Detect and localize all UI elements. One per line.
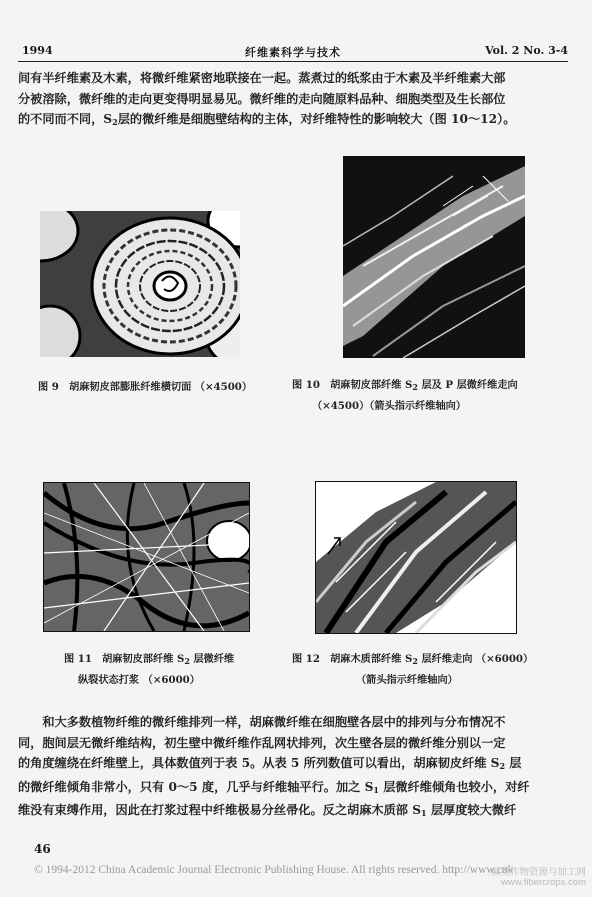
body-line: 同，胞间层无微纤维结构，初生壁中微纤维作乱网状排列，次生壁各层的微纤维分别以一定 bbox=[18, 735, 506, 750]
running-header bbox=[18, 44, 568, 62]
intro-paragraph bbox=[18, 68, 515, 133]
figure-11-caption: 图 11 胡麻韧皮部纤维 $S_2$ 层微纤维 纵裂状态打浆 （×6000） bbox=[64, 653, 235, 686]
body-line: 的微纤维倾角非常小，只有 0～5 度，几乎与纤维轴平行。加之 $S_1$ 层微纤维倾角也较小，对纤 bbox=[18, 779, 530, 795]
figure-9-caption: 图 9 胡麻韧皮部膨胀纤维横切面 （×4500） bbox=[38, 381, 253, 393]
copyright-footer: © 1994-2012 China Academic Journal Electronic Publishing House. All rights reserved. http://www.cnk bbox=[34, 864, 514, 876]
header-volume: Vol. 2 No. 3-4 bbox=[485, 44, 568, 57]
figure-10-micrograph bbox=[343, 156, 525, 358]
figure-10-caption: 图 10 胡麻韧皮部纤维 $S_2$ 层及 P 层微纤维走向 （×4500）（箭头指示纤维轴向） bbox=[292, 379, 518, 412]
body-line: 维没有束缚作用，因此在打浆过程中纤维极易分丝帚化。反之胡麻木质部 $S_1$ 层厚度较大微纤 bbox=[18, 803, 517, 818]
figure-11-micrograph bbox=[43, 482, 250, 632]
watermark-chinese: 麻类作物资源与加工网 bbox=[490, 867, 586, 878]
body-paragraph bbox=[18, 712, 529, 824]
figure-12-micrograph bbox=[315, 481, 517, 634]
intro-line: 分被溶除，微纤维的走向更变得明显易见。微纤维的走向随原料品种、细胞类型及生长部位 bbox=[18, 91, 506, 106]
page-number: 46 bbox=[34, 842, 51, 856]
header-year: 1994 bbox=[22, 44, 53, 57]
header-rule bbox=[18, 61, 568, 62]
watermark-url: www.fibercrops.com bbox=[501, 877, 586, 888]
body-line: 的角度缠绕在纤维壁上，具体数值列于表 5。从表 5 所列数值可以看出，胡麻韧皮纤维 $S_2$ 层 bbox=[18, 756, 522, 771]
figure-12-caption: 图 12 胡麻木质部纤维 $S_2$ 层纤维走向 （×6000） （箭头指示纤维轴向） bbox=[292, 653, 534, 686]
header-journal: 纤维素科学与技术 bbox=[245, 46, 341, 59]
intro-line: 间有半纤维素及木素，将微纤维紧密地联接在一起。蒸煮过的纸浆由于木素及半纤维素大部 bbox=[18, 71, 506, 85]
figure-9-micrograph bbox=[40, 211, 240, 357]
body-line: 和大多数植物纤维的微纤维排列一样，胡麻微纤维在细胞壁各层中的排列与分布情况不 bbox=[18, 715, 506, 729]
intro-line: 的不同而不同，$S_2$层的微纤维是细胞壁结构的主体，对纤维特性的影响较大（图 10～12）。 bbox=[18, 112, 516, 127]
